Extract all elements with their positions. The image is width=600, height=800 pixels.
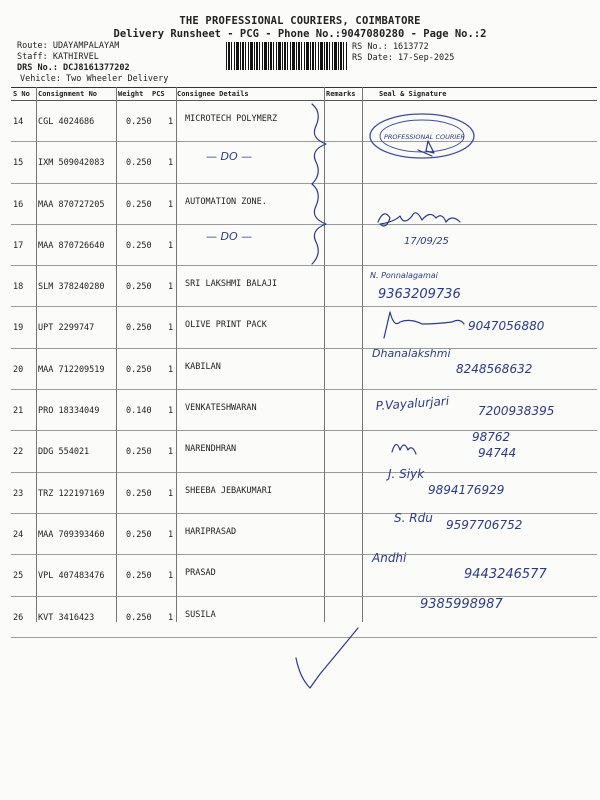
- signature-date: 17/09/25: [404, 236, 449, 247]
- header-consignment: Consignment No: [38, 90, 98, 98]
- row-sno: 21: [13, 406, 24, 417]
- weight-value: 0.250: [126, 364, 152, 375]
- weight-value: 0.250: [126, 323, 152, 334]
- col-divider: [36, 87, 37, 622]
- pcs-count: 1: [168, 571, 174, 582]
- table-row: [11, 307, 597, 348]
- row-sno: 19: [13, 323, 24, 334]
- weight-value: 0.250: [126, 117, 152, 127]
- row-sno: 23: [13, 488, 24, 499]
- receiver-name: J. Siyk: [388, 467, 425, 481]
- table-row: [11, 473, 597, 514]
- ditto-mark: — DO —: [206, 230, 253, 243]
- table-row: [11, 514, 597, 555]
- consignment-number: IXM 509042083: [38, 158, 105, 169]
- consignment-number: CGL 4024686: [38, 117, 95, 127]
- pcs-count: 1: [168, 529, 174, 540]
- pcs-count: 1: [168, 158, 174, 169]
- ditto-mark: — DO —: [206, 150, 253, 163]
- col-divider: [116, 87, 117, 622]
- table-row: [11, 142, 597, 183]
- weight-value: 0.250: [126, 199, 152, 210]
- receiver-name: P.Vayalurjari: [375, 393, 450, 413]
- col-divider: [176, 87, 177, 622]
- receiver-name: Dhanalakshmi: [372, 347, 451, 360]
- table-header: [11, 87, 597, 101]
- receiver-phone: 9443246577: [464, 567, 547, 582]
- pcs-count: 1: [168, 447, 174, 458]
- col-divider: [324, 87, 325, 622]
- receiver-phone: 98762: [472, 430, 511, 444]
- pcs-count: 1: [168, 199, 174, 210]
- staff-text: Staff: KATHIRVEL: [17, 52, 99, 62]
- weight-value: 0.250: [126, 612, 152, 623]
- row-sno: 15: [13, 158, 24, 169]
- consignee-name: SHEEBA JEBAKUMARI: [185, 485, 272, 496]
- row-sno: 20: [13, 364, 24, 375]
- consignee-name: AUTOMATION ZONE.: [185, 196, 267, 207]
- receiver-phone: 8248568632: [456, 362, 533, 376]
- consignment-number: MAA 870726640: [38, 240, 105, 251]
- weight-value: 0.140: [126, 406, 152, 417]
- consignment-number: SLM 378240280: [38, 282, 105, 293]
- consignment-number: PRO 18334049: [38, 406, 100, 417]
- row-sno: 14: [13, 117, 24, 127]
- runsheet-meta-right: [352, 42, 454, 64]
- row-sno: 24: [13, 529, 24, 540]
- row-sno: 16: [13, 199, 24, 210]
- pcs-count: 1: [168, 364, 174, 375]
- consignment-number: MAA 709393460: [38, 529, 105, 540]
- consignee-name: KABILAN: [185, 361, 221, 372]
- consignment-number: VPL 407483476: [38, 571, 105, 582]
- pcs-count: 1: [168, 406, 174, 417]
- weight-value: 0.250: [126, 529, 152, 540]
- receiver-phone: 9894176929: [428, 483, 505, 497]
- weight-value: 0.250: [126, 282, 152, 293]
- header-seal: Seal & Signature: [379, 90, 447, 98]
- runsheet-subtitle: Delivery Runsheet - PCG - Phone No.:9047080280 - Page No.:2: [113, 28, 487, 40]
- receiver-name: N. Ponnalagamai: [370, 271, 438, 280]
- weight-value: 0.250: [126, 240, 152, 251]
- route-text: Route: UDAYAMPALAYAM: [17, 41, 120, 51]
- consignee-name: NARENDHRAN: [185, 444, 237, 455]
- header-sno: S No: [13, 90, 30, 98]
- row-sno: 17: [13, 240, 24, 251]
- pcs-count: 1: [168, 488, 174, 499]
- receiver-phone: 9047056880: [468, 319, 545, 333]
- vehicle-text: Vehicle: Two Wheeler Delivery: [20, 74, 169, 84]
- weight-value: 0.250: [126, 158, 152, 169]
- runsheet-table: [11, 87, 597, 638]
- row-sno: 26: [13, 612, 24, 623]
- consignee-name: VENKATESHWARAN: [185, 403, 257, 414]
- weight-value: 0.250: [126, 571, 152, 582]
- consignee-name: HARIPRASAD: [185, 526, 237, 537]
- rs-date: RS Date: 17-Sep-2025: [352, 53, 455, 63]
- consignment-number: KVT 3416423: [38, 612, 95, 623]
- consignee-name: SUSILA: [185, 609, 216, 620]
- pcs-count: 1: [168, 612, 174, 623]
- header-pcs: PCS: [152, 90, 165, 98]
- table-row: [11, 101, 597, 142]
- runsheet-meta-left: [17, 41, 130, 74]
- drs-barcode: [226, 42, 348, 70]
- receiver-phone: 9597706752: [446, 518, 523, 532]
- consignment-number: MAA 870727205: [38, 199, 105, 210]
- receiver-name: S. Rdu: [394, 511, 433, 525]
- receiver-phone: 94744: [478, 446, 517, 460]
- pcs-count: 1: [168, 323, 174, 334]
- receiver-name: Andhi: [372, 551, 407, 565]
- table-row: [11, 266, 597, 307]
- row-sno: 22: [13, 447, 24, 458]
- consignee-name: OLIVE PRINT PACK: [185, 320, 267, 331]
- table-row: [11, 184, 597, 225]
- table-row: [11, 431, 597, 472]
- table-row: [11, 349, 597, 390]
- receiver-phone: 9363209736: [378, 287, 461, 302]
- drs-number: DRS No.: DCJ8161377202: [17, 63, 130, 73]
- header-weight: Weight: [118, 90, 144, 98]
- consignment-number: DDG 554021: [38, 447, 90, 458]
- consignment-number: TRZ 122197169: [38, 488, 105, 499]
- table-row: [11, 555, 597, 596]
- consignment-number: UPT 2299747: [38, 323, 95, 334]
- receiver-phone: 9385998987: [420, 597, 503, 612]
- pcs-count: 1: [168, 117, 174, 127]
- pcs-count: 1: [168, 240, 174, 251]
- weight-value: 0.250: [126, 447, 152, 458]
- table-row: [11, 597, 597, 638]
- consignee-name: MICROTECH POLYMERZ: [185, 114, 278, 124]
- table-row: [11, 225, 597, 266]
- row-sno: 18: [13, 282, 24, 293]
- consignee-name: SRI LAKSHMI BALAJI: [185, 279, 278, 290]
- consignee-name: PRASAD: [185, 568, 216, 579]
- header-remarks: Remarks: [326, 90, 356, 98]
- weight-value: 0.250: [126, 488, 152, 499]
- consignment-number: MAA 712209519: [38, 364, 105, 375]
- pcs-count: 1: [168, 282, 174, 293]
- col-divider: [362, 87, 363, 622]
- rs-number: RS No.: 1613772: [352, 42, 429, 52]
- stamp-text: PROFESSIONAL COURIER: [384, 133, 465, 141]
- header-details: Consignee Details: [177, 90, 249, 98]
- receiver-phone: 7200938395: [478, 404, 555, 418]
- table-row: [11, 390, 597, 431]
- row-sno: 25: [13, 571, 24, 582]
- company-title: THE PROFESSIONAL COURIERS, COIMBATORE: [179, 15, 421, 27]
